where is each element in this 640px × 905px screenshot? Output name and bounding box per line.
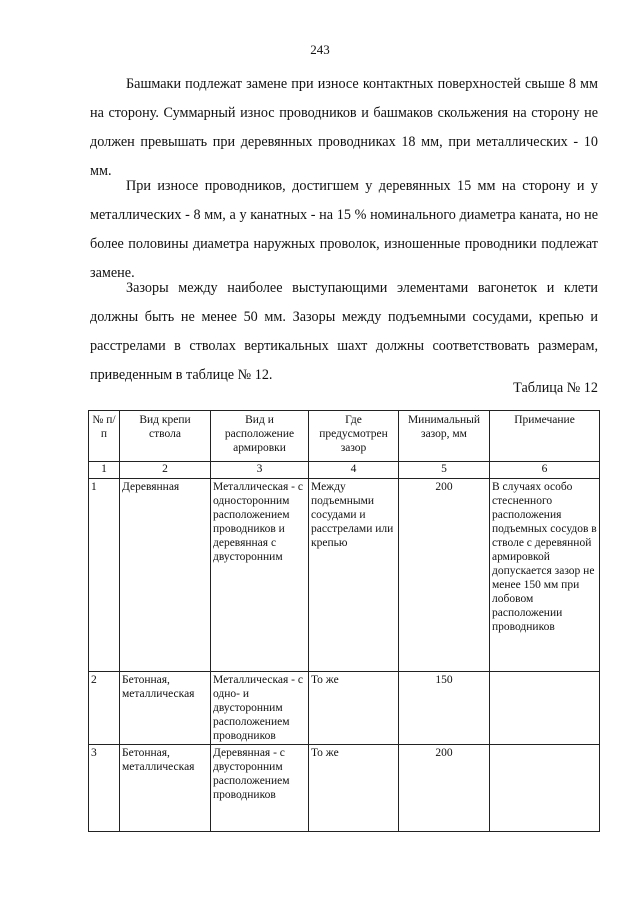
table-cell: Между подъемными сосудами и расстрелами или крепью xyxy=(309,479,399,672)
header-cell: Примечание xyxy=(490,411,600,462)
header-cell: Вид и расположение армировки xyxy=(211,411,309,462)
table-cell: Деревянная - с двусторонним расположением проводников xyxy=(211,745,309,832)
table-cell: 2 xyxy=(89,672,120,745)
column-number: 6 xyxy=(490,462,600,479)
paragraph-3: Зазоры между наиболее выступающими элементами вагонеток и клети должны быть не менее 50 мм. Зазоры между подъемными сосудами, крепью и расстрелами в стволах вертикальных шахт должны соответствовать размерам, приведенным в таблице № 12. xyxy=(90,280,598,383)
column-number: 1 xyxy=(89,462,120,479)
table-cell: Бетонная, металлическая xyxy=(120,745,211,832)
column-number: 3 xyxy=(211,462,309,479)
header-cell: Где предусмотрен зазор xyxy=(309,411,399,462)
table-cell: Металлическая - с одно- и двусторонним расположением проводников xyxy=(211,672,309,745)
table-cell: В случаях особо стесненного расположения подъемных сосудов в стволе с деревянной армировкой допускается зазор не менее 150 мм при лобовом расположении проводников xyxy=(490,479,600,672)
header-cell: Вид крепи ствола xyxy=(120,411,211,462)
table-row xyxy=(89,479,600,672)
header-cell: № п/п xyxy=(89,411,120,462)
table-cell: То же xyxy=(309,672,399,745)
table-cell: То же xyxy=(309,745,399,832)
table-cell: 1 xyxy=(89,479,120,672)
page-number: 243 xyxy=(310,42,330,57)
table-cell: Бетонная, металлическая xyxy=(120,672,211,745)
table-cell: 200 xyxy=(399,745,490,832)
column-number-row xyxy=(89,462,600,479)
column-number: 2 xyxy=(120,462,211,479)
table-cell: Деревянная xyxy=(120,479,211,672)
paragraph-2: При износе проводников, достигшем у деревянных 15 мм на сторону и у металлических - 8 мм, а у канатных - на 15 % номинального диаметра каната, но не более половины диаметра наружных проволок, изношенные проводники подлежат замене. xyxy=(90,178,598,281)
clearance-table xyxy=(88,410,600,832)
table-cell xyxy=(490,745,600,832)
table-cell: Металлическая - с односторонним расположением проводников и деревянная с двусторонним xyxy=(211,479,309,672)
table-row xyxy=(89,672,600,745)
table-caption: Таблица № 12 xyxy=(513,380,598,396)
paragraph-1: Башмаки подлежат замене при износе контактных поверхностей свыше 8 мм на сторону. Суммарный износ проводников и башмаков скольжения на сторону не должен превышать при деревянных проводниках 18 мм, при металлических - 10 мм. xyxy=(90,76,598,179)
table-cell: 3 xyxy=(89,745,120,832)
table-cell xyxy=(490,672,600,745)
table-header-row xyxy=(89,411,600,462)
header-cell: Минимальный зазор, мм xyxy=(399,411,490,462)
table-row xyxy=(89,745,600,832)
table-cell: 150 xyxy=(399,672,490,745)
column-number: 4 xyxy=(309,462,399,479)
table-cell: 200 xyxy=(399,479,490,672)
column-number: 5 xyxy=(399,462,490,479)
